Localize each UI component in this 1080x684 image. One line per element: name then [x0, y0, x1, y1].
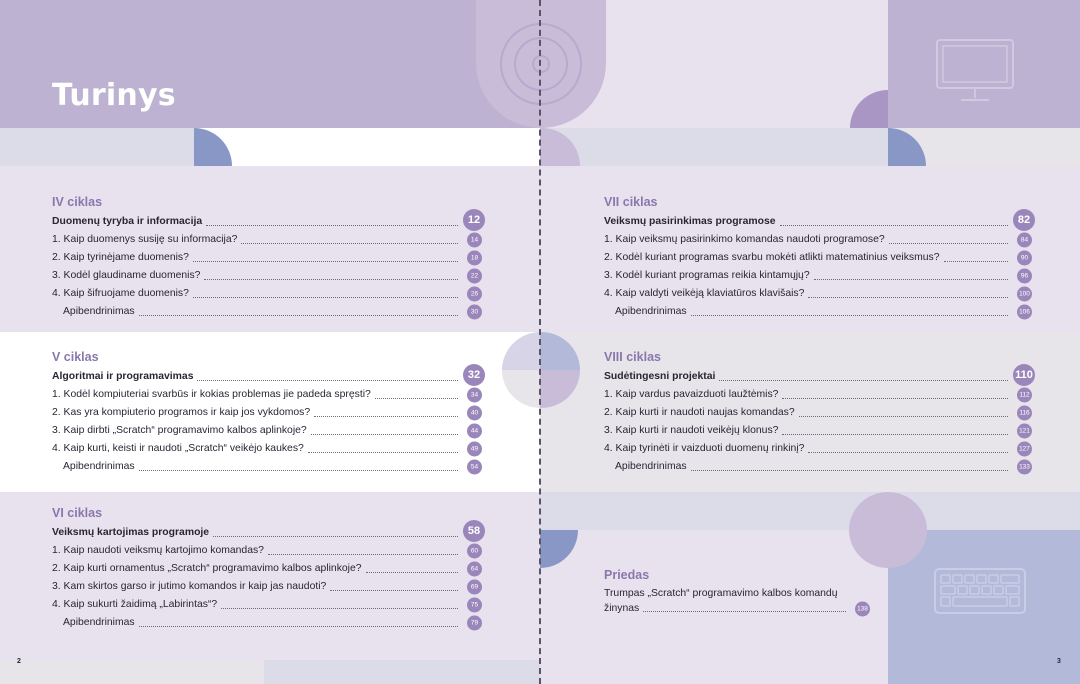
cycle-heading: V ciklas — [52, 350, 99, 364]
appendix-heading: Priedas — [604, 568, 650, 582]
leader-dots — [782, 398, 1008, 399]
leader-dots — [193, 297, 458, 298]
monitor-icon — [935, 38, 1015, 108]
page-badge: 54 — [467, 460, 482, 475]
entry-text: Apibendrinimas — [615, 306, 687, 317]
page-badge: 22 — [467, 269, 482, 284]
leader-dots — [375, 398, 458, 399]
toc-entry[interactable] — [604, 422, 1032, 440]
page-badge: 12 — [463, 209, 485, 231]
toc-entry[interactable] — [604, 249, 1032, 267]
entry-text: 4. Kaip valdyti veikėją klaviatūros klavišais? — [604, 288, 805, 299]
leader-dots — [268, 554, 458, 555]
toc-entry-summary[interactable] — [52, 458, 482, 476]
toc-entry[interactable] — [52, 386, 482, 404]
appendix-line2[interactable] — [604, 601, 870, 616]
leader-dots — [780, 225, 1008, 226]
strip-left — [0, 128, 194, 166]
leader-dots — [206, 225, 458, 226]
page-badge: 138 — [855, 601, 870, 616]
entry-text: 1. Kaip naudoti veiksmų kartojimo komandas? — [52, 545, 264, 556]
leader-dots — [193, 261, 458, 262]
page-title: Turinys — [52, 78, 176, 113]
appendix — [604, 568, 870, 616]
leader-dots — [889, 243, 1008, 244]
toc-entry[interactable] — [52, 249, 482, 267]
leader-dots — [311, 434, 458, 435]
leader-dots — [808, 452, 1008, 453]
toc-entry[interactable] — [52, 596, 482, 614]
toc-entry[interactable] — [604, 386, 1032, 404]
page-badge: 116 — [1017, 406, 1032, 421]
circle-split-mid — [502, 332, 580, 408]
cycle-vi — [52, 506, 482, 632]
footer-left-b — [264, 660, 540, 684]
toc-main-entry[interactable] — [52, 524, 482, 542]
page-badge: 112 — [1017, 388, 1032, 403]
leader-dots — [213, 536, 458, 537]
page-badge: 44 — [467, 424, 482, 439]
toc-entry[interactable] — [52, 404, 482, 422]
entry-text: 2. Kas yra kompiuterio programos ir kaip jos vykdomos? — [52, 407, 311, 418]
toc-entry-summary[interactable] — [604, 458, 1032, 476]
page-badge: 60 — [467, 544, 482, 559]
page-badge: 40 — [467, 406, 482, 421]
leader-dots — [814, 279, 1008, 280]
entry-text: Veiksmų pasirinkimas programose — [604, 216, 776, 227]
page-badge: 110 — [1013, 364, 1035, 386]
entry-text: 2. Kaip tyrinėjame duomenis? — [52, 252, 189, 263]
leader-dots — [221, 608, 458, 609]
leader-dots — [944, 261, 1008, 262]
page-badge: 14 — [467, 233, 482, 248]
toc-entry[interactable] — [52, 578, 482, 596]
entry-text: 4. Kaip šifruojame duomenis? — [52, 288, 189, 299]
entry-text: Apibendrinimas — [63, 617, 135, 628]
leader-dots — [204, 279, 458, 280]
cycle-iv — [52, 195, 482, 321]
disc-circle — [476, 0, 606, 128]
cycle-heading: IV ciklas — [52, 195, 103, 209]
entry-text: 1. Kaip veiksmų pasirinkimo komandas naudoti programose? — [604, 234, 885, 245]
entry-text: 4. Kaip tyrinėti ir vaizduoti duomenų rinkinį? — [604, 443, 805, 454]
entry-text: 2. Kaip kurti ornamentus „Scratch“ programavimo kalbos aplinkoje? — [52, 563, 362, 574]
page-badge: 84 — [1017, 233, 1032, 248]
disc-icon — [476, 0, 606, 128]
leader-dots — [643, 611, 846, 612]
page-badge: 69 — [467, 580, 482, 595]
page-badge: 100 — [1017, 287, 1032, 302]
entry-text: Apibendrinimas — [63, 461, 135, 472]
leader-dots — [691, 470, 1008, 471]
page-badge: 26 — [467, 287, 482, 302]
strip-appendix-top — [540, 492, 1080, 530]
leader-dots — [808, 297, 1008, 298]
entry-text: žinynas — [604, 603, 640, 614]
leader-dots — [782, 434, 1008, 435]
page-badge: 30 — [467, 305, 482, 320]
entry-text: Veiksmų kartojimas programoje — [52, 527, 210, 538]
leader-dots — [197, 380, 458, 381]
cycle-heading: VII ciklas — [604, 195, 658, 209]
entry-text: 4. Kaip kurti, keisti ir naudoti „Scratch“ veikėjo kaukes? — [52, 443, 304, 454]
quarter-circle-blue-left — [194, 128, 232, 166]
leader-dots — [139, 626, 458, 627]
entry-text: 1. Kodėl kompiuteriai svarbūs ir kokias problemas jie padeda spręsti? — [52, 389, 371, 400]
leader-dots — [139, 470, 458, 471]
page-badge: 90 — [1017, 251, 1032, 266]
toc-entry[interactable] — [604, 231, 1032, 249]
cycle-heading: VI ciklas — [52, 506, 103, 520]
entry-text: Algoritmai ir programavimas — [52, 371, 194, 382]
toc-entry[interactable] — [604, 267, 1032, 285]
entry-text: 3. Kodėl kuriant programas reikia kintamųjų? — [604, 270, 810, 281]
toc-entry[interactable] — [52, 422, 482, 440]
leader-dots — [719, 380, 1008, 381]
cycle-vii — [604, 195, 1032, 321]
entry-text: 2. Kaip kurti ir naudoti naujas komandas? — [604, 407, 795, 418]
toc-entry[interactable] — [604, 440, 1032, 458]
toc-entry-summary[interactable] — [52, 303, 482, 321]
page-number-left: 2 — [17, 658, 21, 665]
leader-dots — [330, 590, 458, 591]
cycle-heading: VIII ciklas — [604, 350, 661, 364]
entry-text: 1. Kaip duomenys susiję su informacija? — [52, 234, 238, 245]
leader-dots — [799, 416, 1008, 417]
page-badge: 79 — [467, 616, 482, 631]
toc-entry[interactable] — [52, 542, 482, 560]
page-badge: 133 — [1017, 460, 1032, 475]
toc-main-entry[interactable] — [52, 213, 482, 231]
page-badge: 127 — [1017, 442, 1032, 457]
leader-dots — [366, 572, 458, 573]
page-badge: 121 — [1017, 424, 1032, 439]
entry-text: Apibendrinimas — [615, 461, 687, 472]
entry-text: 3. Kodėl glaudiname duomenis? — [52, 270, 201, 281]
page-badge: 64 — [467, 562, 482, 577]
page-badge: 18 — [467, 251, 482, 266]
toc-main-entry[interactable] — [604, 213, 1032, 231]
keyboard-icon — [934, 568, 1026, 614]
page-badge: 106 — [1017, 305, 1032, 320]
entry-text: 3. Kam skirtos garso ir jutimo komandos ir kaip jas naudoti? — [52, 581, 327, 592]
page-badge: 75 — [467, 598, 482, 613]
leader-dots — [691, 315, 1008, 316]
entry-text: 4. Kaip sukurti žaidimą „Labirintas“? — [52, 599, 218, 610]
entry-text: 3. Kaip dirbti „Scratch“ programavimo kalbos aplinkoje? — [52, 425, 307, 436]
page-badge: 58 — [463, 520, 485, 542]
entry-text: 1. Kaip vardus pavaizduoti laužtėmis? — [604, 389, 779, 400]
leader-dots — [308, 452, 458, 453]
leader-dots — [241, 243, 458, 244]
entry-text: Apibendrinimas — [63, 306, 135, 317]
toc-entry[interactable] — [52, 267, 482, 285]
page-badge: 49 — [467, 442, 482, 457]
toc-entry[interactable] — [52, 285, 482, 303]
toc-entry-summary[interactable] — [604, 303, 1032, 321]
toc-main-entry[interactable] — [604, 368, 1032, 386]
page-badge: 96 — [1017, 269, 1032, 284]
entry-text: 3. Kaip kurti ir naudoti veikėjų klonus? — [604, 425, 779, 436]
toc-entry[interactable] — [52, 231, 482, 249]
toc-entry[interactable] — [604, 404, 1032, 422]
page-badge: 32 — [463, 364, 485, 386]
appendix-line1[interactable] — [604, 586, 870, 601]
leader-dots — [314, 416, 458, 417]
toc-entry[interactable] — [52, 560, 482, 578]
entry-text: 2. Kodėl kuriant programas svarbu mokėti atlikti matematinius veiksmus? — [604, 252, 940, 263]
spine-dashed-line — [539, 0, 541, 684]
toc-main-entry[interactable] — [52, 368, 482, 386]
page-badge: 34 — [467, 388, 482, 403]
leader-dots — [139, 315, 458, 316]
page-number-right: 3 — [1057, 658, 1061, 665]
footer-left-a — [0, 660, 264, 684]
entry-text: Trumpas „Scratch“ programavimo kalbos komandų — [604, 588, 838, 599]
cycle-viii — [604, 350, 1032, 476]
toc-entry-summary[interactable] — [52, 614, 482, 632]
page-badge: 82 — [1013, 209, 1035, 231]
toc-entry[interactable] — [52, 440, 482, 458]
strip-mid — [540, 128, 888, 166]
cycle-v — [52, 350, 482, 476]
entry-text: Duomenų tyryba ir informacija — [52, 216, 203, 227]
toc-entry[interactable] — [604, 285, 1032, 303]
entry-text: Sudėtingesni projektai — [604, 371, 716, 382]
circle-lavender-appendix — [849, 492, 927, 568]
